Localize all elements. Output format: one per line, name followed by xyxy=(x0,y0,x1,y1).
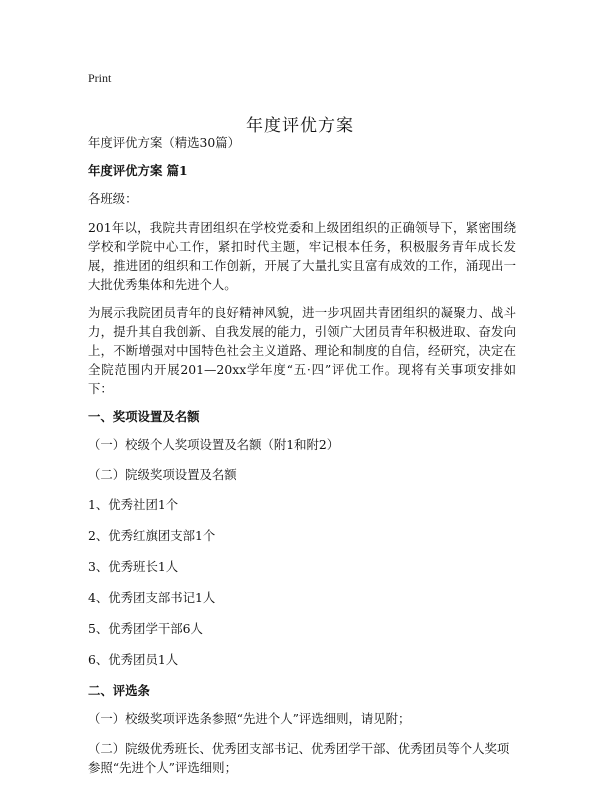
paragraph-intro: 201年以，我院共青团组织在学校党委和上级团组织的正确领导下，紧密围绕学校和学院中心工作，紧扣时代主题，牢记根本任务，积极服务青年成长发展，推进团的组织和工作创新，开展了大量扎实且富有成效的工作，涌现出一大批优秀集体和先进个人。 xyxy=(88,220,516,292)
school-awards-item: （一）校级个人奖项设置及名额（附1和附2） xyxy=(88,437,340,452)
document-title: 年度评优方案 xyxy=(246,116,354,137)
document-body xyxy=(88,133,516,788)
award-item: 1、优秀社团1个 xyxy=(88,497,179,512)
award-item: 6、优秀团员1人 xyxy=(88,652,179,667)
print-label: Print xyxy=(88,71,112,85)
criteria-item-school: （一）校级奖项评选条参照“先进个人”评选细则，请见附； xyxy=(88,711,411,726)
article-heading: 年度评优方案 篇1 xyxy=(88,163,188,178)
award-item: 3、优秀班长1人 xyxy=(88,559,179,574)
award-item: 4、优秀团支部书记1人 xyxy=(88,590,216,605)
document-subtitle: 年度评优方案（精选30篇） xyxy=(88,135,241,150)
award-item: 2、优秀红旗团支部1个 xyxy=(88,528,216,543)
criteria-item-college: （二）院级优秀班长、优秀团支部书记、优秀团学干部、优秀团员等个人奖项参照“先进个人”评选细则； xyxy=(88,741,510,775)
college-awards-item: （二）院级奖项设置及名额 xyxy=(88,467,237,482)
greeting: 各班级： xyxy=(88,191,138,206)
section-heading-criteria: 二、评选条 xyxy=(88,683,150,698)
paragraph-purpose: 为展示我院团员青年的良好精神风貌，进一步巩固共青团组织的凝聚力、战斗力，提升其自我创新、自我发展的能力，引领广大团员青年积极进取、奋发向上，不断增强对中国特色社会主义道路、理论和制度的自信，经研究，决定在全院范围内开展201—20xx学年度“五·四”评优工作。现将有关事项安排如下： xyxy=(88,305,516,396)
award-item: 5、优秀团学干部6人 xyxy=(88,621,203,636)
section-heading-awards: 一、奖项设置及名额 xyxy=(88,409,200,424)
